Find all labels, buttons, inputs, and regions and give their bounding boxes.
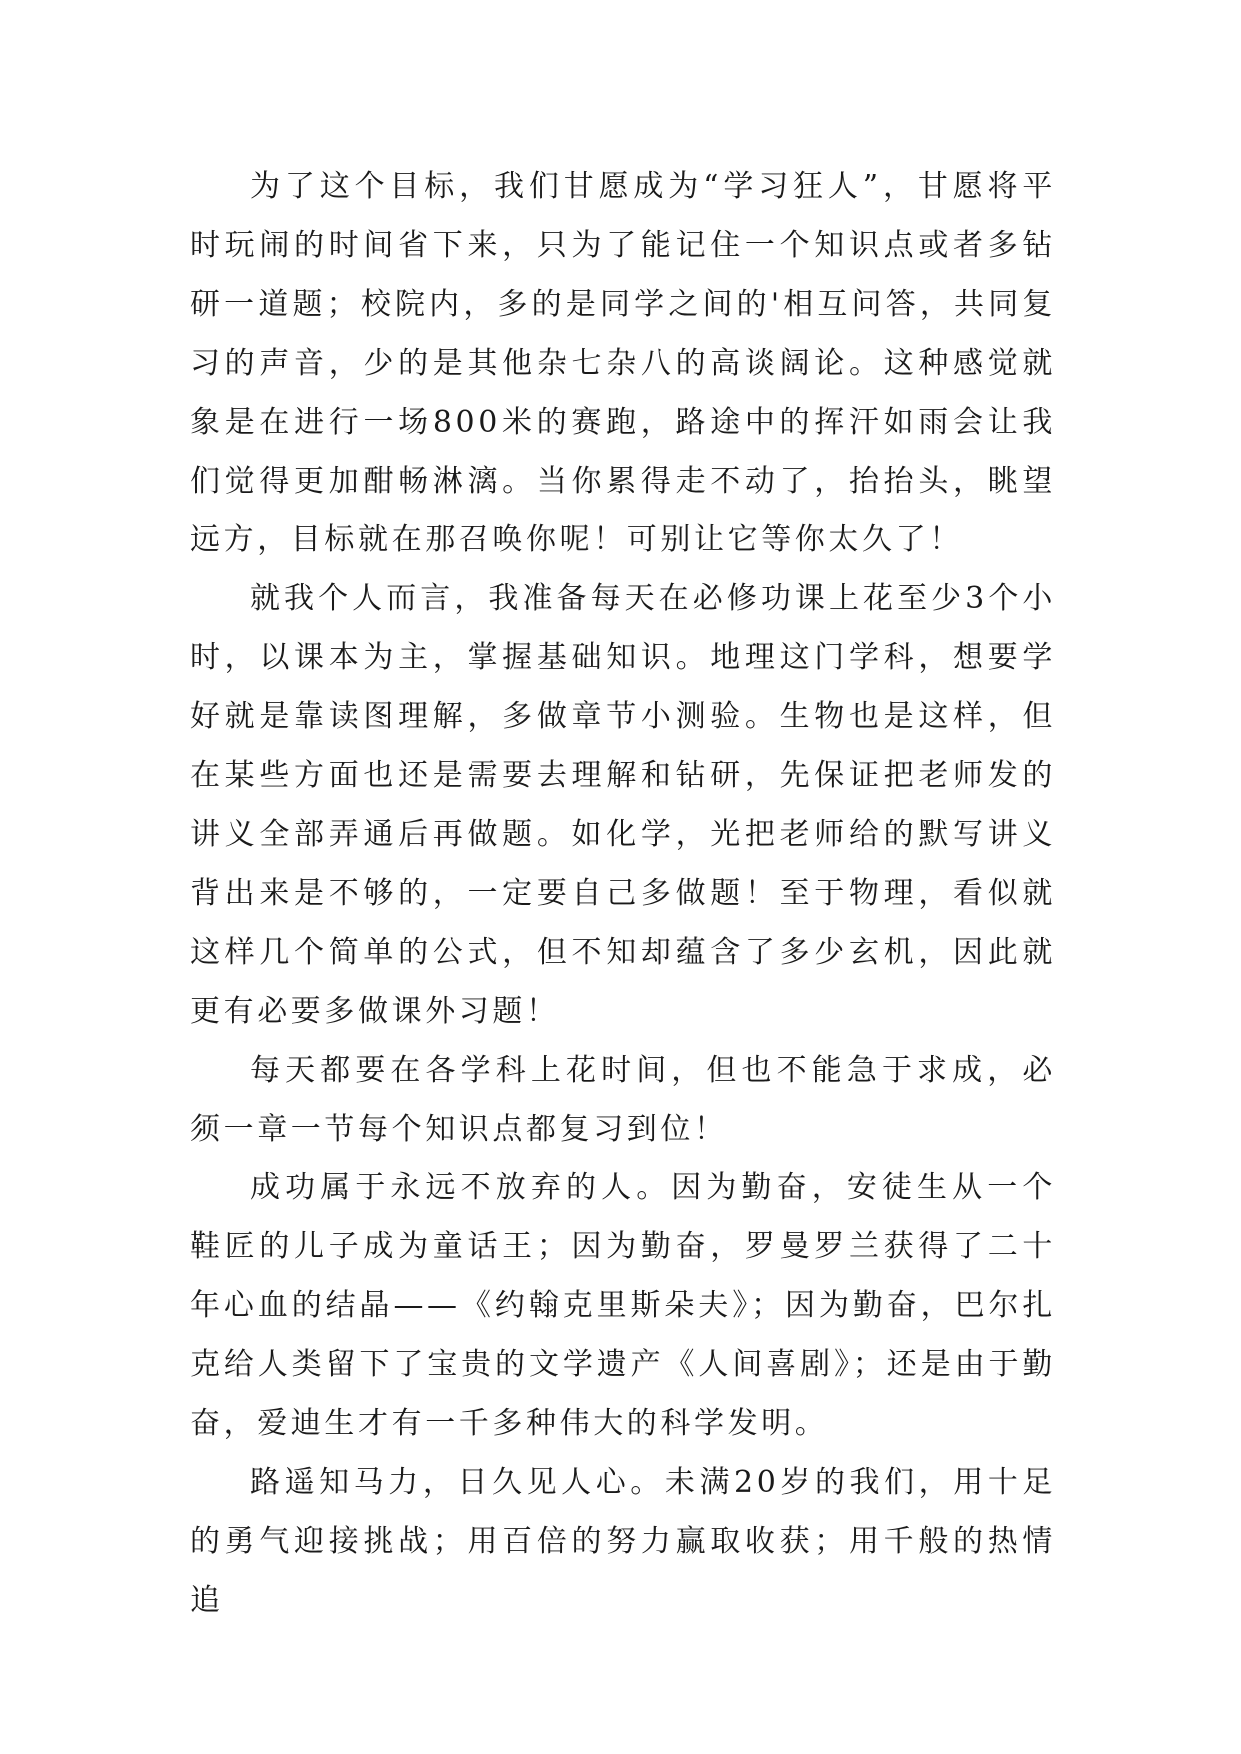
paragraph: 每天都要在各学科上花时间，但也不能急于求成，必须一章一节每个知识点都复习到位！ [190, 1052, 1056, 1147]
paragraph: 路遥知马力，日久见人心。未满20岁的我们，用十足的勇气迎接挑战；用百倍的努力赢取收获；用千般的热情追 [190, 1464, 1056, 1618]
paragraph: 为了这个目标，我们甘愿成为“学习狂人”，甘愿将平时玩闹的时间省下来，只为了能记住一个知识点或者多钻研一道题；校院内，多的是同学之间的'相互问答，共同复习的声音，少的是其他杂七杂八的高谈阔论。这种感觉就象是在进行一场800米的赛跑，路途中的挥汗如雨会让我们觉得更加酣畅淋漓。当你累得走不动了，抬抬头，眺望远方，目标就在那召唤你呢！可别让它等你太久了！ [190, 169, 1056, 558]
paragraph: 成功属于永远不放弃的人。因为勤奋，安徒生从一个鞋匠的儿子成为童话王；因为勤奋，罗曼罗兰获得了二十年心血的结晶——《约翰克里斯朵夫》；因为勤奋，巴尔扎克给人类留下了宝贵的文学遗产《人间喜剧》；还是由于勤奋，爱迪生才有一千多种伟大的科学发明。 [190, 1170, 1056, 1442]
document-body [190, 158, 1056, 1631]
paragraph: 就我个人而言，我准备每天在必修功课上花至少3个小时，以课本为主，掌握基础知识。地理这门学科，想要学好就是靠读图理解，多做章节小测验。生物也是这样，但在某些方面也还是需要去理解和钻研，先保证把老师发的讲义全部弄通后再做题。如化学，光把老师给的默写讲义背出来是不够的，一定要自己多做题！至于物理，看似就这样几个简单的公式，但不知却蕴含了多少玄机，因此就更有必要多做课外习题！ [190, 581, 1056, 1029]
